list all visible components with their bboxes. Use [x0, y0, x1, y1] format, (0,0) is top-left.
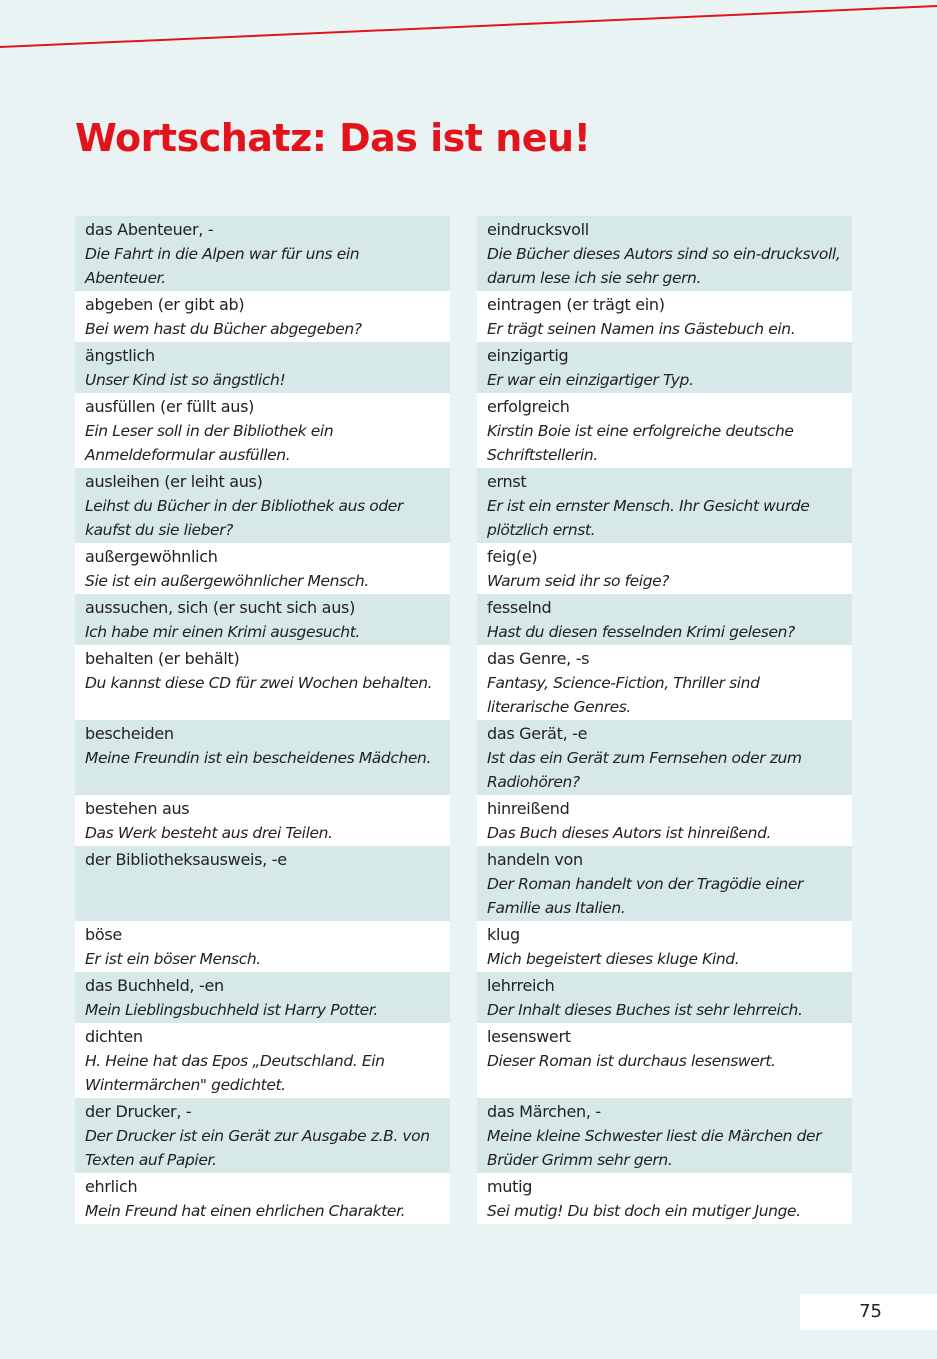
vocab-example: Meine kleine Schwester liest die Märchen der Brüder Grimm sehr gern.	[487, 1127, 822, 1169]
vocab-entry	[477, 795, 852, 846]
vocabulary-column-left	[75, 216, 450, 1224]
vocab-example: Unser Kind ist so ängstlich!	[85, 371, 286, 389]
vocab-word: ängstlich	[85, 346, 155, 365]
vocab-word: bestehen aus	[85, 799, 190, 818]
vocab-entry	[477, 1023, 852, 1098]
vocab-word: der Bibliotheksausweis, -e	[85, 850, 287, 869]
vocab-word: böse	[85, 925, 122, 944]
vocab-example: Ist das ein Gerät zum Fernsehen oder zum Radiohören?	[487, 749, 802, 791]
vocab-entry	[477, 921, 852, 972]
vocab-word: eintragen (er trägt ein)	[487, 295, 665, 314]
vocab-entry	[75, 720, 450, 795]
vocab-example: Das Buch dieses Autors ist hinreißend.	[487, 824, 772, 842]
vocab-word: das Gerät, -e	[487, 724, 588, 743]
vocab-entry	[75, 393, 450, 468]
vocab-entry	[477, 1098, 852, 1173]
vocab-word: bescheiden	[85, 724, 174, 743]
vocab-entry	[75, 972, 450, 1023]
vocab-word: ernst	[487, 472, 527, 491]
vocab-example: Meine Freundin ist ein bescheidenes Mädchen.	[85, 749, 431, 767]
vocab-example: Ich habe mir einen Krimi ausgesucht.	[85, 623, 360, 641]
vocab-example: Mein Lieblingsbuchheld ist Harry Potter.	[85, 1001, 378, 1019]
vocab-word: lehrreich	[487, 976, 555, 995]
vocab-example: Die Bücher dieses Autors sind so ein-drucksvoll, darum lese ich sie sehr gern.	[487, 245, 841, 287]
vocab-entry	[75, 795, 450, 846]
vocab-entry	[75, 1098, 450, 1173]
vocab-entry	[75, 594, 450, 645]
vocab-word: das Buchheld, -en	[85, 976, 224, 995]
vocab-word: ausleihen (er leiht aus)	[85, 472, 263, 491]
vocab-entry	[75, 468, 450, 543]
vocab-word: hinreißend	[487, 799, 570, 818]
vocab-example: Fantasy, Science-Fiction, Thriller sind literarische Genres.	[487, 674, 760, 716]
vocab-word: abgeben (er gibt ab)	[85, 295, 245, 314]
vocab-example: Bei wem hast du Bücher abgegeben?	[85, 320, 362, 338]
vocab-entry	[477, 291, 852, 342]
vocab-entry	[477, 720, 852, 795]
vocab-example: Er ist ein ernster Mensch. Ihr Gesicht wurde plötzlich ernst.	[487, 497, 810, 539]
vocab-entry	[477, 216, 852, 291]
vocab-word: ehrlich	[85, 1177, 138, 1196]
vocab-word: fesselnd	[487, 598, 552, 617]
page-number: 75	[859, 1301, 882, 1322]
vocab-entry	[75, 1173, 450, 1224]
vocab-example: Er trägt seinen Namen ins Gästebuch ein.	[487, 320, 796, 338]
vocab-example: Ein Leser soll in der Bibliothek ein Anmeldeformular ausfüllen.	[85, 422, 334, 464]
top-red-rule	[0, 0, 937, 60]
vocab-entry	[75, 216, 450, 291]
vocab-word: lesenswert	[487, 1027, 571, 1046]
vocab-entry	[75, 921, 450, 972]
vocab-word: aussuchen, sich (er sucht sich aus)	[85, 598, 356, 617]
vocab-example: Mein Freund hat einen ehrlichen Charakter.	[85, 1202, 406, 1220]
vocab-word: handeln von	[487, 850, 583, 869]
vocab-example: H. Heine hat das Epos „Deutschland. Ein Wintermärchen" gedichtet.	[85, 1052, 385, 1094]
vocab-example: Sei mutig! Du bist doch ein mutiger Junge.	[487, 1202, 801, 1220]
vocab-word: das Genre, -s	[487, 649, 590, 668]
vocab-example: Leihst du Bücher in der Bibliothek aus oder kaufst du sie lieber?	[85, 497, 403, 539]
vocab-example: Hast du diesen fesselnden Krimi gelesen?	[487, 623, 795, 641]
vocab-word: das Abenteuer, -	[85, 220, 214, 239]
vocab-word: dichten	[85, 1027, 143, 1046]
vocab-example: Der Drucker ist ein Gerät zur Ausgabe z.B. von Texten auf Papier.	[85, 1127, 430, 1169]
vocab-word: außergewöhnlich	[85, 547, 218, 566]
vocab-entry	[477, 972, 852, 1023]
vocab-entry	[75, 342, 450, 393]
vocab-entry	[75, 291, 450, 342]
vocab-example: Warum seid ihr so feige?	[487, 572, 670, 590]
vocab-example: Mich begeistert dieses kluge Kind.	[487, 950, 740, 968]
vocab-example: Das Werk besteht aus drei Teilen.	[85, 824, 333, 842]
vocab-word: eindrucksvoll	[487, 220, 589, 239]
vocab-example: Kirstin Boie ist eine erfolgreiche deutsche Schriftstellerin.	[487, 422, 794, 464]
page-title: Wortschatz: Das ist neu!	[75, 116, 591, 160]
vocab-entry	[477, 1173, 852, 1224]
vocab-entry	[75, 543, 450, 594]
vocab-entry	[477, 594, 852, 645]
vocab-word: feig(e)	[487, 547, 538, 566]
vocab-entry	[75, 1023, 450, 1098]
vocab-word: klug	[487, 925, 520, 944]
vocab-entry	[477, 846, 852, 921]
vocab-example: Er ist ein böser Mensch.	[85, 950, 261, 968]
vocab-example: Du kannst diese CD für zwei Wochen behalten.	[85, 674, 433, 692]
vocab-entry	[75, 645, 450, 720]
vocab-word: behalten (er behält)	[85, 649, 240, 668]
vocab-entry	[477, 543, 852, 594]
vocab-word: einzigartig	[487, 346, 569, 365]
vocab-example: Er war ein einzigartiger Typ.	[487, 371, 694, 389]
vocab-word: mutig	[487, 1177, 533, 1196]
vocab-example: Dieser Roman ist durchaus lesenswert.	[487, 1052, 776, 1070]
vocab-example: Sie ist ein außergewöhnlicher Mensch.	[85, 572, 369, 590]
vocab-example: Der Inhalt dieses Buches ist sehr lehrreich.	[487, 1001, 803, 1019]
vocab-entry	[477, 393, 852, 468]
vocab-example: Die Fahrt in die Alpen war für uns ein Abenteuer.	[85, 245, 360, 287]
vocab-word: der Drucker, -	[85, 1102, 192, 1121]
vocab-example: Der Roman handelt von der Tragödie einer Familie aus Italien.	[487, 875, 803, 917]
vocab-entry	[477, 342, 852, 393]
page-number-box	[800, 1294, 937, 1330]
vocab-entry	[75, 846, 450, 921]
vocab-entry	[477, 645, 852, 720]
vocab-entry	[477, 468, 852, 543]
vocab-word: das Märchen, -	[487, 1102, 601, 1121]
vocabulary-column-right	[477, 216, 852, 1224]
vocab-word: erfolgreich	[487, 397, 570, 416]
vocab-word: ausfüllen (er füllt aus)	[85, 397, 255, 416]
